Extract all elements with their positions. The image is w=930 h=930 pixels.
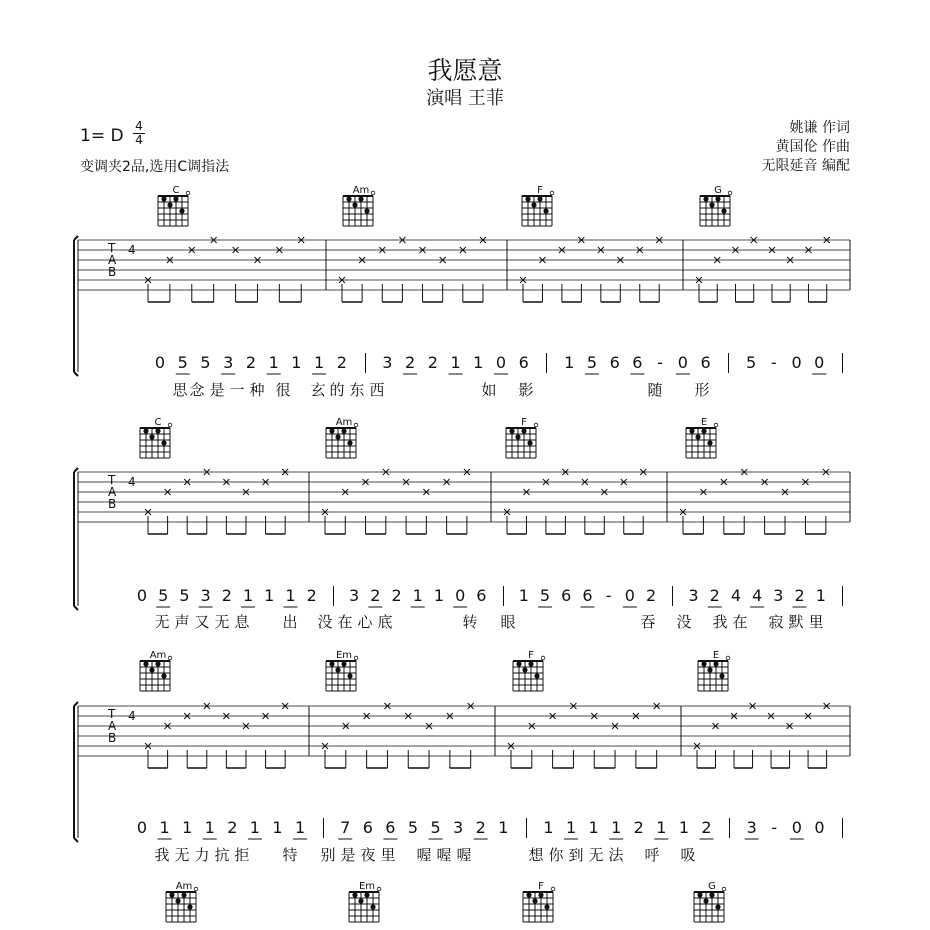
notation-barline (728, 353, 729, 373)
notation-note: 6 (582, 586, 593, 605)
chord-finger-dot (352, 892, 357, 897)
song-subtitle: 演唱 王菲 (426, 88, 504, 109)
lyric-char: 心 (357, 613, 373, 631)
notation-note: 2 (709, 586, 720, 605)
chord-finger-dot (175, 898, 180, 903)
lyric-char: 喔 (456, 846, 472, 864)
lyric-char: 法 (608, 846, 624, 864)
notation-note: 0 (136, 818, 148, 837)
notation-note: - (770, 353, 777, 372)
lyric-char: 如 (481, 381, 497, 399)
notation-note: 0 (791, 818, 802, 837)
notation-note: 1 (473, 353, 484, 372)
notation-note: 6 (700, 353, 711, 372)
time-signature-bottom: 4 (135, 133, 143, 147)
tab-clef-letter: A (108, 485, 117, 499)
lyric-char: 出 (282, 613, 298, 631)
lyric-char: 拒 (234, 846, 250, 864)
chord-finger-dot (709, 892, 714, 897)
notation-note: 7 (340, 818, 351, 837)
notation-note: 3 (688, 586, 699, 605)
chord-name: Am (175, 881, 193, 892)
notation-note: 1 (264, 586, 275, 605)
chord-open-string-marker (168, 656, 172, 660)
chord-finger-dot (522, 667, 527, 672)
chord-finger-dot (526, 892, 531, 897)
notation-note: 5 (745, 353, 757, 372)
chord-finger-dot (179, 208, 184, 213)
lyric-char: 我 (712, 613, 728, 631)
lyric-char: 念 (189, 381, 205, 399)
lyric-char: 没 (317, 613, 333, 631)
chord-open-string-marker (377, 887, 381, 891)
notation-barline (526, 818, 527, 838)
notation-note: 1 (272, 818, 283, 837)
chord-finger-dot (181, 892, 186, 897)
chord-finger-dot (521, 428, 526, 433)
chord-finger-dot (689, 428, 694, 433)
notation-barline (503, 586, 504, 606)
chord-finger-dot (713, 661, 718, 666)
chord-finger-dot (701, 428, 706, 433)
notation-note: 2 (221, 586, 232, 605)
notation-note: 1 (564, 353, 575, 372)
notation-note: 2 (475, 818, 486, 837)
chord-finger-dot (155, 661, 160, 666)
notation-barline (842, 818, 843, 838)
notation-note: 3 (200, 586, 211, 605)
chord-finger-dot (527, 440, 532, 445)
notation-barline (323, 818, 324, 838)
chord-finger-dot (335, 667, 340, 672)
notation-note: 1 (182, 818, 193, 837)
notation-note: 0 (455, 586, 466, 605)
notation-note: 3 (223, 353, 234, 372)
chord-finger-dot (161, 196, 166, 201)
lyric-char: 形 (694, 381, 710, 399)
notation-note: 1 (543, 818, 554, 837)
chord-name: Em (358, 881, 376, 892)
tab-clef-letter: T (108, 707, 116, 721)
notation-note: 5 (407, 818, 419, 837)
notation-note: 4 (730, 586, 742, 605)
time-signature-top: 4 (135, 119, 143, 133)
system-bracket-cap (74, 236, 78, 240)
system-bracket-cap (74, 838, 78, 842)
notation-note: 0 (814, 818, 825, 837)
notation-note: 3 (382, 353, 393, 372)
notation-note: 1 (678, 818, 690, 837)
notation-note: - (605, 586, 612, 605)
lyric-char: 到 (568, 846, 584, 864)
chord-name: Am (149, 650, 167, 661)
chord-finger-dot (149, 667, 154, 672)
chord-finger-dot (531, 202, 536, 207)
chord-finger-dot (364, 208, 369, 213)
notation-note: 3 (349, 586, 360, 605)
chord-finger-dot (155, 428, 160, 433)
notation-note: 0 (136, 586, 148, 605)
notation-note: 2 (633, 818, 644, 837)
notation-note: 5 (539, 586, 551, 605)
notation-note: 6 (609, 353, 620, 372)
tab-fret-number: 4 (128, 243, 136, 257)
chord-finger-dot (544, 904, 549, 909)
chord-name: C (172, 185, 180, 196)
chord-finger-dot (358, 196, 363, 201)
lyric-char: 吸 (680, 846, 696, 864)
chord-finger-dot (341, 661, 346, 666)
notation-note: 6 (561, 586, 572, 605)
chord-open-string-marker (541, 656, 545, 660)
lyric-char: 在 (337, 613, 353, 631)
chord-finger-dot (703, 196, 708, 201)
notation-note: 6 (518, 353, 529, 372)
chord-finger-dot (346, 196, 351, 201)
chord-finger-dot (347, 673, 352, 678)
system-bracket-cap (74, 606, 78, 610)
chord-finger-dot (537, 196, 542, 201)
chord-finger-dot (515, 434, 520, 439)
tab-clef-letter: B (108, 265, 117, 279)
lyric-char: 默 (788, 613, 804, 631)
notation-note: 1 (268, 353, 279, 372)
chord-name: F (538, 881, 544, 892)
chord-name: Em (335, 650, 353, 661)
lyric-char: 别 (320, 846, 336, 864)
notation-note: 1 (159, 818, 170, 837)
chord-finger-dot (532, 898, 537, 903)
notation-note: - (771, 818, 778, 837)
chord-finger-dot (167, 202, 172, 207)
lyric-char: 是 (340, 846, 356, 864)
lyric-char: 又 (194, 613, 210, 631)
notation-note: 6 (385, 818, 396, 837)
notation-note: 0 (624, 586, 635, 605)
chord-finger-dot (516, 661, 521, 666)
notation-note: 1 (242, 586, 254, 605)
key-signature: 1= D (80, 126, 124, 146)
chord-finger-dot (707, 440, 712, 445)
chord-finger-dot (534, 673, 539, 678)
lyric-char: 里 (380, 846, 396, 864)
lyric-char: 一 (229, 381, 245, 399)
chord-name: G (708, 881, 716, 892)
lyric-char: 眼 (500, 613, 516, 631)
notation-note: 2 (391, 586, 402, 605)
chord-finger-dot (352, 202, 357, 207)
lyric-char: 喔 (436, 846, 452, 864)
notation-note: 1 (294, 818, 306, 837)
notation-note: 6 (476, 586, 487, 605)
credit-lyricist: 姚谦 作词 (789, 120, 850, 136)
notation-note: 1 (518, 586, 529, 605)
chord-open-string-marker (354, 423, 358, 427)
tab-fret-number: 4 (128, 475, 136, 489)
notation-note: 0 (495, 353, 507, 372)
notation-note: 1 (588, 818, 599, 837)
lyric-char: 喔 (416, 846, 432, 864)
notation-note: 2 (370, 586, 381, 605)
lyric-char: 夜 (360, 846, 376, 864)
lyric-char: 影 (518, 381, 534, 399)
lyric-char: 在 (732, 613, 748, 631)
notation-note: 2 (427, 353, 438, 372)
credit-arranger: 无限延音 编配 (761, 158, 850, 174)
chord-finger-dot (161, 440, 166, 445)
chord-finger-dot (715, 196, 720, 201)
chord-finger-dot (161, 673, 166, 678)
tab-clef-letter: T (108, 473, 116, 487)
lyric-char: 吞 (640, 613, 656, 631)
chord-open-string-marker (551, 887, 555, 891)
chord-finger-dot (370, 904, 375, 909)
notation-note: 1 (412, 586, 423, 605)
notation-note: 0 (677, 353, 688, 372)
lyric-char: 东 (349, 381, 365, 399)
tab-clef-letter: B (108, 731, 117, 745)
chord-finger-dot (173, 196, 178, 201)
notation-note: 1 (450, 353, 461, 372)
lyric-char: 没 (676, 613, 692, 631)
chord-finger-dot (509, 428, 514, 433)
notation-note: 1 (204, 818, 215, 837)
notation-note: 2 (645, 586, 657, 605)
system-bracket-cap (74, 702, 78, 706)
chord-finger-dot (707, 667, 712, 672)
lyric-char: 想 (528, 846, 544, 864)
lyric-char: 底 (377, 613, 393, 631)
lyric-char: 思 (172, 381, 188, 399)
notation-note: 1 (656, 818, 667, 837)
chord-finger-dot (709, 202, 714, 207)
chord-finger-dot (703, 898, 708, 903)
chord-finger-dot (347, 440, 352, 445)
chord-open-string-marker (354, 656, 358, 660)
chord-finger-dot (335, 434, 340, 439)
lyric-char: 转 (462, 613, 478, 631)
notation-note: 1 (291, 353, 302, 372)
chord-open-string-marker (714, 423, 718, 427)
notation-note: 3 (453, 818, 464, 837)
chord-finger-dot (329, 661, 334, 666)
chord-finger-dot (697, 892, 702, 897)
notation-note: 0 (814, 353, 825, 372)
notation-note: 6 (632, 353, 643, 372)
lyric-char: 无 (154, 613, 170, 631)
notation-note: 1 (565, 818, 577, 837)
lyric-char: 随 (647, 381, 663, 399)
notation-note: 2 (701, 818, 712, 837)
lyric-char: 是 (209, 381, 225, 399)
chord-open-string-marker (726, 656, 730, 660)
credit-composer: 黄国伦 作曲 (775, 139, 850, 155)
chord-finger-dot (143, 428, 148, 433)
lyric-char: 寂 (768, 613, 784, 631)
notation-note: 2 (404, 353, 416, 372)
chord-open-string-marker (168, 423, 172, 427)
tab-clef-letter: B (108, 497, 117, 511)
chord-open-string-marker (186, 191, 190, 195)
lyric-char: 抗 (214, 846, 230, 864)
lyric-char: 力 (194, 846, 210, 864)
notation-note: 6 (362, 818, 373, 837)
notation-note: 2 (245, 353, 257, 372)
chord-finger-dot (538, 892, 543, 897)
notation-note: 1 (815, 586, 826, 605)
notation-barline (842, 353, 843, 373)
chord-finger-dot (329, 428, 334, 433)
lyric-char: 我 (154, 846, 170, 864)
chord-open-string-marker (534, 423, 538, 427)
chord-finger-dot (143, 661, 148, 666)
notation-barline (333, 586, 334, 606)
system-bracket-cap (74, 372, 78, 376)
chord-name: Am (335, 417, 353, 428)
lyric-char: 息 (234, 613, 250, 631)
chord-name: Am (352, 185, 370, 196)
notation-note: 0 (154, 353, 166, 372)
chord-open-string-marker (550, 191, 554, 195)
notation-note: 5 (430, 818, 441, 837)
tab-fret-number: 4 (128, 709, 136, 723)
chord-finger-dot (528, 661, 533, 666)
chord-finger-dot (169, 892, 174, 897)
notation-note: 3 (746, 818, 757, 837)
notation-note: 1 (498, 818, 509, 837)
chord-finger-dot (701, 661, 706, 666)
tab-clef-letter: A (108, 253, 117, 267)
chord-open-string-marker (371, 191, 375, 195)
notation-note: 5 (177, 353, 188, 372)
notation-note: 2 (227, 818, 238, 837)
notation-note: 1 (285, 586, 296, 605)
lyric-char: 呼 (644, 846, 660, 864)
chord-finger-dot (719, 673, 724, 678)
notation-note: 5 (158, 586, 169, 605)
lyric-char: 种 (249, 381, 265, 399)
notation-note: 1 (249, 818, 260, 837)
tab-clef-letter: A (108, 719, 117, 733)
lyric-char: 西 (369, 381, 385, 399)
notation-note: 2 (306, 586, 317, 605)
notation-note: 3 (773, 586, 784, 605)
chord-name: F (521, 417, 527, 428)
chord-name: E (700, 417, 708, 428)
chord-finger-dot (695, 434, 700, 439)
lyric-char: 你 (548, 846, 564, 864)
chord-finger-dot (358, 898, 363, 903)
chord-open-string-marker (728, 191, 732, 195)
notation-note: 0 (791, 353, 802, 372)
chord-name: F (537, 185, 543, 196)
tab-clef-letter: T (108, 241, 116, 255)
notation-barline (365, 353, 366, 373)
notation-note: 1 (433, 586, 445, 605)
chord-name: E (712, 650, 720, 661)
system-bracket-cap (74, 468, 78, 472)
notation-barline (729, 818, 730, 838)
lyric-char: 里 (808, 613, 824, 631)
chord-finger-dot (341, 428, 346, 433)
chord-open-string-marker (194, 887, 198, 891)
chord-finger-dot (364, 892, 369, 897)
lyric-char: 无 (588, 846, 604, 864)
notation-barline (546, 353, 547, 373)
chord-finger-dot (149, 434, 154, 439)
notation-note: 5 (200, 353, 211, 372)
lyric-char: 很 (275, 381, 291, 399)
capo-note: 变调夹2品,选用C调指法 (80, 159, 230, 175)
song-title: 我愿意 (427, 56, 503, 85)
notation-note: 2 (794, 586, 805, 605)
notation-note: 1 (314, 353, 325, 372)
lyric-char: 的 (329, 381, 345, 399)
notation-barline (672, 586, 673, 606)
lyric-char: 无 (174, 846, 190, 864)
chord-open-string-marker (722, 887, 726, 891)
chord-finger-dot (715, 904, 720, 909)
chord-finger-dot (525, 196, 530, 201)
lyric-char: 玄 (310, 381, 326, 399)
lyric-char: 特 (282, 846, 298, 864)
notation-note: 5 (586, 353, 598, 372)
notation-note: 5 (179, 586, 190, 605)
chord-finger-dot (543, 208, 548, 213)
notation-note: 2 (336, 353, 347, 372)
chord-finger-dot (721, 208, 726, 213)
notation-note: 4 (752, 586, 763, 605)
notation-note: - (657, 353, 664, 372)
chord-name: F (528, 650, 534, 661)
chord-name: C (154, 417, 162, 428)
chord-finger-dot (187, 904, 192, 909)
chord-name: G (714, 185, 722, 196)
lyric-char: 无 (214, 613, 230, 631)
notation-barline (842, 586, 843, 606)
notation-note: 1 (611, 818, 622, 837)
lyric-char: 声 (174, 613, 190, 631)
